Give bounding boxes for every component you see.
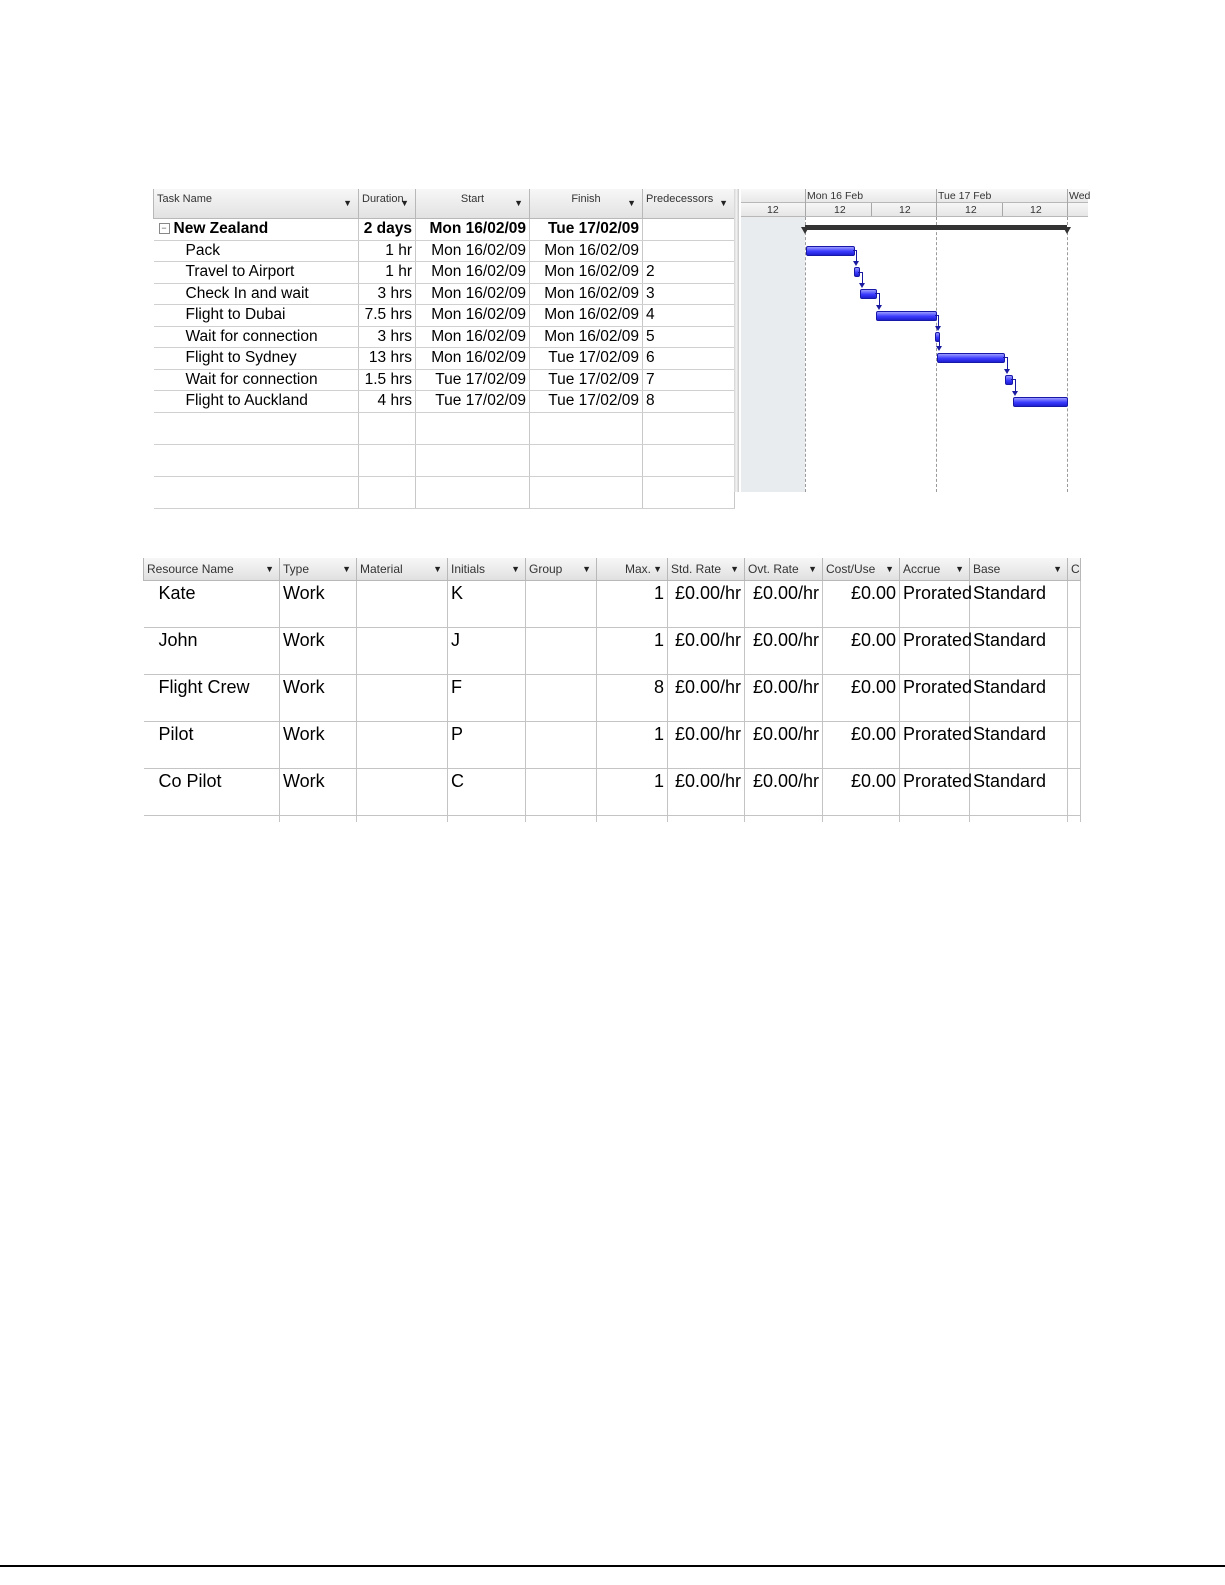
cost-use-cell[interactable]: £0.00 (823, 675, 900, 722)
column-header-predecessors[interactable]: Predecessors ▼ (643, 189, 735, 219)
predecessors-cell[interactable]: 6 (643, 348, 735, 370)
std-rate-cell[interactable]: £0.00/hr (668, 769, 745, 816)
std-rate-cell[interactable]: £0.00/hr (668, 628, 745, 675)
predecessors-cell[interactable]: 7 (643, 369, 735, 391)
start-cell[interactable]: Mon 16/02/09 (416, 348, 530, 370)
task-row[interactable] (154, 369, 735, 391)
dropdown-arrow-icon[interactable]: ▼ (514, 198, 523, 208)
finish-cell[interactable]: Mon 16/02/09 (530, 262, 643, 284)
column-header-start[interactable]: Start ▼ (416, 189, 530, 219)
group-cell[interactable] (526, 769, 597, 816)
dropdown-arrow-icon[interactable]: ▼ (885, 564, 894, 574)
gantt-chart (741, 189, 1091, 492)
dependency-arrow-icon (935, 326, 941, 331)
task-row[interactable] (154, 262, 735, 284)
accrue-cell[interactable]: Prorated (900, 722, 970, 769)
task-header-row (154, 189, 735, 219)
resource-table (143, 558, 1081, 822)
timescale-day-label: Tue 17 Feb (938, 190, 992, 202)
finish-cell[interactable]: Mon 16/02/09 (530, 240, 643, 262)
type-cell[interactable]: Work (280, 675, 357, 722)
overflow-cell[interactable] (1068, 628, 1081, 675)
ovt-rate-cell[interactable]: £0.00/hr (745, 769, 823, 816)
duration-cell[interactable]: 13 hrs (359, 348, 416, 370)
dropdown-arrow-icon[interactable]: ▼ (653, 564, 662, 574)
ovt-rate-cell[interactable]: £0.00/hr (745, 675, 823, 722)
base-calendar-cell[interactable]: Standard (970, 581, 1068, 628)
overflow-cell[interactable] (1068, 722, 1081, 769)
dropdown-arrow-icon[interactable]: ▼ (342, 564, 351, 574)
column-header-duration[interactable]: Duration ▼ (359, 189, 416, 219)
cost-use-cell[interactable]: £0.00 (823, 722, 900, 769)
timescale-major (741, 189, 1091, 203)
column-header-std-rate[interactable]: Std. Rate ▼ (668, 558, 745, 581)
start-cell[interactable]: Mon 16/02/09 (416, 305, 530, 327)
accrue-cell[interactable]: Prorated (900, 769, 970, 816)
dropdown-arrow-icon[interactable]: ▼ (719, 198, 728, 208)
start-cell[interactable]: Tue 17/02/09 (416, 369, 530, 391)
group-cell[interactable] (526, 722, 597, 769)
task-bar-wait-for-connection-2[interactable] (1005, 375, 1013, 385)
start-cell[interactable]: Mon 16/02/09 (416, 326, 530, 348)
task-bar-pack[interactable] (806, 246, 855, 256)
timescale-day-label: Wed (1069, 190, 1091, 202)
task-row[interactable] (154, 326, 735, 348)
base-calendar-cell[interactable]: Standard (970, 769, 1068, 816)
task-name-cell[interactable]: Flight to Sydney (154, 348, 359, 370)
dependency-arrow-icon (1012, 391, 1018, 396)
empty-row[interactable] (154, 412, 735, 444)
initials-cell[interactable]: K (448, 581, 526, 628)
std-rate-cell[interactable]: £0.00/hr (668, 581, 745, 628)
resource-name-cell[interactable]: Pilot (144, 722, 280, 769)
task-name-cell[interactable]: − New Zealand (154, 219, 359, 241)
pane-splitter[interactable] (734, 189, 739, 492)
dropdown-arrow-icon[interactable]: ▼ (627, 198, 636, 208)
resource-header-row (144, 558, 1081, 581)
predecessors-cell[interactable] (643, 240, 735, 262)
task-row[interactable] (154, 348, 735, 370)
dropdown-arrow-icon[interactable]: ▼ (1053, 564, 1062, 574)
task-bar-flight-to-dubai[interactable] (876, 311, 937, 321)
dependency-arrow-icon (853, 261, 859, 266)
column-header-initials[interactable]: Initials ▼ (448, 558, 526, 581)
finish-cell[interactable]: Mon 16/02/09 (530, 305, 643, 327)
resource-row[interactable] (144, 675, 1081, 722)
timescale-hour-label: 12 (1030, 204, 1042, 216)
type-cell[interactable]: Work (280, 769, 357, 816)
predecessors-cell[interactable] (643, 219, 735, 241)
max-units-cell[interactable]: 8 (597, 675, 668, 722)
max-units-cell[interactable]: 1 (597, 769, 668, 816)
type-cell[interactable]: Work (280, 581, 357, 628)
task-bar-flight-to-auckland[interactable] (1013, 397, 1068, 407)
predecessors-cell[interactable]: 2 (643, 262, 735, 284)
timescale-divider (871, 203, 872, 216)
initials-cell[interactable]: P (448, 722, 526, 769)
material-cell[interactable] (357, 581, 448, 628)
duration-cell[interactable]: 7.5 hrs (359, 305, 416, 327)
task-bar-check-in[interactable] (860, 289, 877, 299)
dropdown-arrow-icon[interactable]: ▼ (265, 564, 274, 574)
overflow-cell[interactable] (1068, 675, 1081, 722)
resource-name-cell[interactable]: John (144, 628, 280, 675)
duration-cell[interactable]: 4 hrs (359, 391, 416, 413)
predecessors-cell[interactable]: 5 (643, 326, 735, 348)
type-cell[interactable]: Work (280, 628, 357, 675)
material-cell[interactable] (357, 675, 448, 722)
column-header-base[interactable]: Base ▼ (970, 558, 1068, 581)
predecessors-cell[interactable]: 3 (643, 283, 735, 305)
task-row[interactable] (154, 240, 735, 262)
resource-row[interactable] (144, 581, 1081, 628)
summary-bar-end-marker (1063, 227, 1071, 234)
duration-cell[interactable]: 1 hr (359, 240, 416, 262)
finish-cell[interactable]: Tue 17/02/09 (530, 391, 643, 413)
task-name-cell[interactable]: Check In and wait (154, 283, 359, 305)
timescale-day-label: Mon 16 Feb (807, 190, 864, 202)
start-cell[interactable]: Mon 16/02/09 (416, 262, 530, 284)
summary-bar-start-marker (801, 227, 809, 234)
empty-row[interactable] (154, 476, 735, 508)
column-header-partial[interactable]: C (1068, 558, 1081, 581)
material-cell[interactable] (357, 722, 448, 769)
task-name-cell[interactable]: Pack (154, 240, 359, 262)
resource-name-cell[interactable]: Kate (144, 581, 280, 628)
group-cell[interactable] (526, 628, 597, 675)
base-calendar-cell[interactable]: Standard (970, 628, 1068, 675)
task-name-cell[interactable]: Travel to Airport (154, 262, 359, 284)
task-name-cell[interactable]: Flight to Dubai (154, 305, 359, 327)
dropdown-arrow-icon[interactable]: ▼ (730, 564, 739, 574)
column-header-cost-use[interactable]: Cost/Use ▼ (823, 558, 900, 581)
dependency-arrow-icon (1004, 369, 1010, 374)
dropdown-arrow-icon[interactable]: ▼ (400, 198, 409, 208)
summary-bar[interactable] (805, 225, 1067, 230)
type-cell[interactable]: Work (280, 722, 357, 769)
finish-cell[interactable]: Tue 17/02/09 (530, 369, 643, 391)
resource-sheet (143, 558, 1080, 810)
empty-row[interactable] (144, 816, 1081, 823)
initials-cell[interactable]: F (448, 675, 526, 722)
finish-cell[interactable]: Mon 16/02/09 (530, 283, 643, 305)
start-cell[interactable]: Mon 16/02/09 (416, 240, 530, 262)
timescale-divider (1002, 203, 1003, 216)
timescale-hour-label: 12 (965, 204, 977, 216)
finish-cell[interactable]: Tue 17/02/09 (530, 219, 643, 241)
timescale-hour-label: 12 (899, 204, 911, 216)
group-cell[interactable] (526, 675, 597, 722)
task-name-cell[interactable]: Wait for connection (154, 326, 359, 348)
cost-use-cell[interactable]: £0.00 (823, 769, 900, 816)
duration-cell[interactable]: 3 hrs (359, 326, 416, 348)
duration-cell[interactable]: 2 days (359, 219, 416, 241)
task-bar-flight-to-sydney[interactable] (937, 353, 1005, 363)
dropdown-arrow-icon[interactable]: ▼ (582, 564, 591, 574)
ovt-rate-cell[interactable]: £0.00/hr (745, 581, 823, 628)
std-rate-cell[interactable]: £0.00/hr (668, 722, 745, 769)
timescale-minor (741, 203, 1088, 217)
duration-cell[interactable]: 3 hrs (359, 283, 416, 305)
resource-row[interactable] (144, 628, 1081, 675)
overflow-cell[interactable] (1068, 769, 1081, 816)
max-units-cell[interactable]: 1 (597, 628, 668, 675)
base-calendar-cell[interactable]: Standard (970, 722, 1068, 769)
day-gridline (805, 217, 806, 492)
column-header-type[interactable]: Type ▼ (280, 558, 357, 581)
task-row[interactable] (154, 283, 735, 305)
task-table (153, 189, 735, 509)
dependency-arrow-icon (859, 283, 865, 288)
start-cell[interactable]: Tue 17/02/09 (416, 391, 530, 413)
dependency-arrow-icon (936, 346, 942, 351)
duration-cell[interactable]: 1 hr (359, 262, 416, 284)
accrue-cell[interactable]: Prorated (900, 675, 970, 722)
resource-name-cell[interactable]: Flight Crew (144, 675, 280, 722)
predecessors-cell[interactable]: 4 (643, 305, 735, 327)
task-row[interactable] (154, 391, 735, 413)
material-cell[interactable] (357, 628, 448, 675)
start-cell[interactable]: Mon 16/02/09 (416, 219, 530, 241)
dropdown-arrow-icon[interactable]: ▼ (433, 564, 442, 574)
material-cell[interactable] (357, 769, 448, 816)
column-header-accrue[interactable]: Accrue ▼ (900, 558, 970, 581)
task-row[interactable] (154, 305, 735, 327)
column-header-max[interactable]: Max. ▼ (597, 558, 668, 581)
timescale-hour-label: 12 (767, 204, 779, 216)
max-units-cell[interactable]: 1 (597, 722, 668, 769)
group-cell[interactable] (526, 581, 597, 628)
initials-cell[interactable]: C (448, 769, 526, 816)
column-header-task-name[interactable]: Task Name ▼ (154, 189, 359, 219)
collapse-icon[interactable]: − (159, 223, 170, 234)
finish-cell[interactable]: Mon 16/02/09 (530, 326, 643, 348)
dropdown-arrow-icon[interactable]: ▼ (955, 564, 964, 574)
overflow-cell[interactable] (1068, 581, 1081, 628)
column-header-ovt-rate[interactable]: Ovt. Rate ▼ (745, 558, 823, 581)
dropdown-arrow-icon[interactable]: ▼ (511, 564, 520, 574)
timescale-divider (805, 189, 806, 216)
cost-use-cell[interactable]: £0.00 (823, 628, 900, 675)
timescale-hour-label: 12 (834, 204, 846, 216)
gantt-view (153, 189, 1091, 492)
page-divider (0, 1565, 1225, 1567)
empty-row[interactable] (154, 444, 735, 476)
timescale-divider (936, 189, 937, 216)
summary-task-row[interactable] (154, 219, 735, 241)
cost-use-cell[interactable]: £0.00 (823, 581, 900, 628)
dropdown-arrow-icon[interactable]: ▼ (343, 198, 352, 208)
accrue-cell[interactable]: Prorated (900, 628, 970, 675)
resource-name-cell[interactable]: Co Pilot (144, 769, 280, 816)
timescale-divider (1067, 189, 1068, 216)
column-header-group[interactable]: Group ▼ (526, 558, 597, 581)
dependency-arrow-icon (876, 305, 882, 310)
accrue-cell[interactable]: Prorated (900, 581, 970, 628)
predecessors-cell[interactable]: 8 (643, 391, 735, 413)
task-name-cell[interactable]: Wait for connection (154, 369, 359, 391)
std-rate-cell[interactable]: £0.00/hr (668, 675, 745, 722)
max-units-cell[interactable]: 1 (597, 581, 668, 628)
start-cell[interactable]: Mon 16/02/09 (416, 283, 530, 305)
column-header-resource-name[interactable]: Resource Name ▼ (144, 558, 280, 581)
duration-cell[interactable]: 1.5 hrs (359, 369, 416, 391)
ovt-rate-cell[interactable]: £0.00/hr (745, 628, 823, 675)
resource-row[interactable] (144, 722, 1081, 769)
initials-cell[interactable]: J (448, 628, 526, 675)
nonworking-time-shading (741, 217, 805, 492)
day-gridline (1067, 217, 1068, 492)
base-calendar-cell[interactable]: Standard (970, 675, 1068, 722)
resource-row[interactable] (144, 769, 1081, 816)
column-header-finish[interactable]: Finish ▼ (530, 189, 643, 219)
column-header-material[interactable]: Material ▼ (357, 558, 448, 581)
ovt-rate-cell[interactable]: £0.00/hr (745, 722, 823, 769)
task-name-cell[interactable]: Flight to Auckland (154, 391, 359, 413)
dropdown-arrow-icon[interactable]: ▼ (808, 564, 817, 574)
finish-cell[interactable]: Tue 17/02/09 (530, 348, 643, 370)
